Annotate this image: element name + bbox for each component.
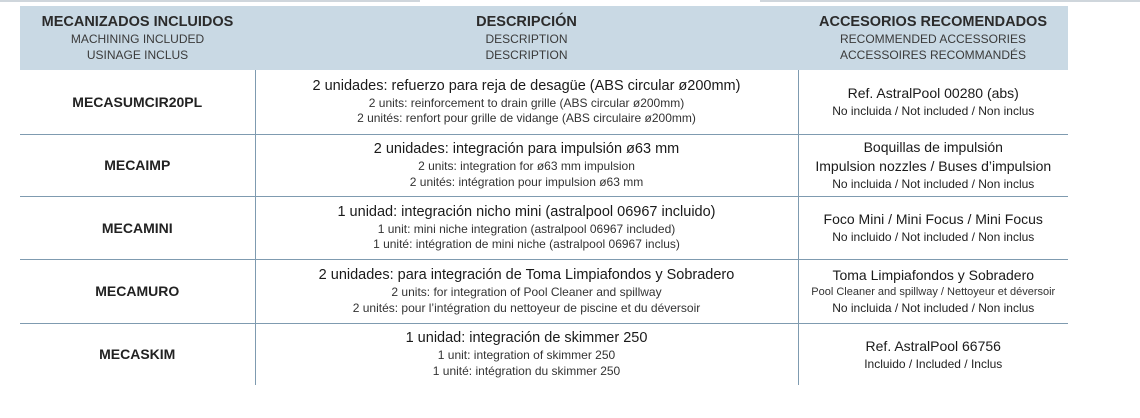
description-cell: [255, 259, 798, 323]
header-description-en: DESCRIPTION: [485, 32, 568, 46]
accessory-name: Foco Mini / Mini Focus / Mini Focus: [823, 211, 1043, 227]
description-en: 1 unit: integration of skimmer 250: [437, 348, 616, 363]
accessory-inclusion-note: Incluido / Included / Inclus: [864, 356, 1003, 371]
description-es: 2 unidades: refuerzo para reja de desagüe (ABS circular ø200mm): [312, 77, 741, 94]
header-description-fr: DESCRIPTION: [485, 48, 568, 62]
accessory-name-translations: Pool Cleaner and spillway / Nettoyeur et déversoir: [811, 286, 1056, 298]
description-en: 2 units: reinforcement to drain grille (ABS circular ø200mm): [368, 95, 685, 110]
header-accessories-es: ACCESORIOS RECOMENDADOS: [819, 14, 1047, 30]
table-row: [20, 259, 1068, 323]
description-en: 2 units: for integration of Pool Cleaner and spillway: [391, 285, 662, 299]
header-machining: [20, 6, 255, 70]
machining-code: MECAMINI: [20, 196, 255, 259]
top-rule: [0, 0, 1140, 4]
header-accessories: [798, 6, 1068, 70]
machining-code: MECAMURO: [20, 259, 255, 323]
header-description: [255, 6, 798, 70]
description-fr: 1 unité: intégration de mini niche (astralpool 06967 inclus): [373, 237, 680, 251]
table-row: [20, 70, 1068, 134]
accessory-cell: [798, 196, 1068, 259]
machining-code: MECASUMCIR20PL: [20, 70, 255, 134]
accessory-cell: [798, 323, 1068, 385]
description-cell: [255, 70, 798, 134]
description-fr: 1 unité: intégration du skimmer 250: [432, 363, 621, 378]
table-row: [20, 196, 1068, 259]
table-row: [20, 323, 1068, 385]
accessory-inclusion-note: No incluida / Not included / Non inclus: [832, 104, 1035, 119]
header-description-es: DESCRIPCIÓN: [476, 14, 577, 30]
description-en: 1 unit: mini niche integration (astralpool 06967 included): [377, 221, 676, 236]
description-cell: [255, 134, 798, 196]
description-fr: 2 unités: pour l’intégration du nettoyeur de piscine et du déversoir: [352, 300, 701, 315]
description-es: 2 unidades: integración para impulsión ø63 mm: [373, 141, 680, 157]
description-en: 2 units: integration for ø63 mm impulsion: [418, 159, 635, 173]
accessory-inclusion-note: No incluida / Not included / Non inclus: [832, 177, 1035, 191]
machining-code: MECAIMP: [20, 134, 255, 196]
description-es: 2 unidades: para integración de Toma Limpiafondos y Sobradero: [318, 267, 735, 283]
description-cell: [255, 196, 798, 259]
description-fr: 2 unités: renfort pour grille de vidange (ABS circulaire ø200mm): [357, 111, 696, 126]
accessory-cell: [798, 70, 1068, 134]
description-fr: 2 unités: intégration pour impulsion ø63 mm: [409, 174, 644, 189]
accessory-name: Toma Limpiafondos y Sobradero: [832, 267, 1035, 283]
table-row: [20, 134, 1068, 196]
header-machining-es: MECANIZADOS INCLUIDOS: [41, 14, 234, 30]
top-rule-right: [760, 0, 1140, 2]
accessory-name: Boquillas de impulsión: [863, 139, 1003, 155]
header-row: [20, 6, 1068, 70]
accessory-name: Ref. AstralPool 00280 (abs): [847, 85, 1019, 102]
accessory-cell: [798, 259, 1068, 323]
accessory-name-translations: Impulsion nozzles / Buses d’impulsion: [815, 158, 1052, 174]
description-cell: [255, 323, 798, 385]
accessory-inclusion-note: No incluido / Not included / Non inclus: [832, 230, 1035, 244]
table-header: [20, 6, 1068, 70]
header-machining-en: MACHINING INCLUDED: [70, 32, 205, 46]
table-body: [20, 70, 1068, 385]
description-es: 1 unidad: integración de skimmer 250: [405, 330, 648, 347]
header-accessories-fr: ACCESSOIRES RECOMMANDÉS: [839, 48, 1027, 62]
description-es: 1 unidad: integración nicho mini (astralpool 06967 incluido): [337, 203, 716, 220]
accessory-inclusion-note: No incluida / Not included / Non inclus: [832, 301, 1035, 315]
accessory-name: Ref. AstralPool 66756: [865, 337, 1001, 354]
header-accessories-en: RECOMMENDED ACCESSORIES: [839, 32, 1027, 46]
accessory-cell: [798, 134, 1068, 196]
machining-code: MECASKIM: [20, 323, 255, 385]
header-machining-fr: USINAGE INCLUS: [86, 48, 189, 62]
machining-table: [20, 6, 1068, 385]
top-rule-left: [0, 0, 420, 2]
